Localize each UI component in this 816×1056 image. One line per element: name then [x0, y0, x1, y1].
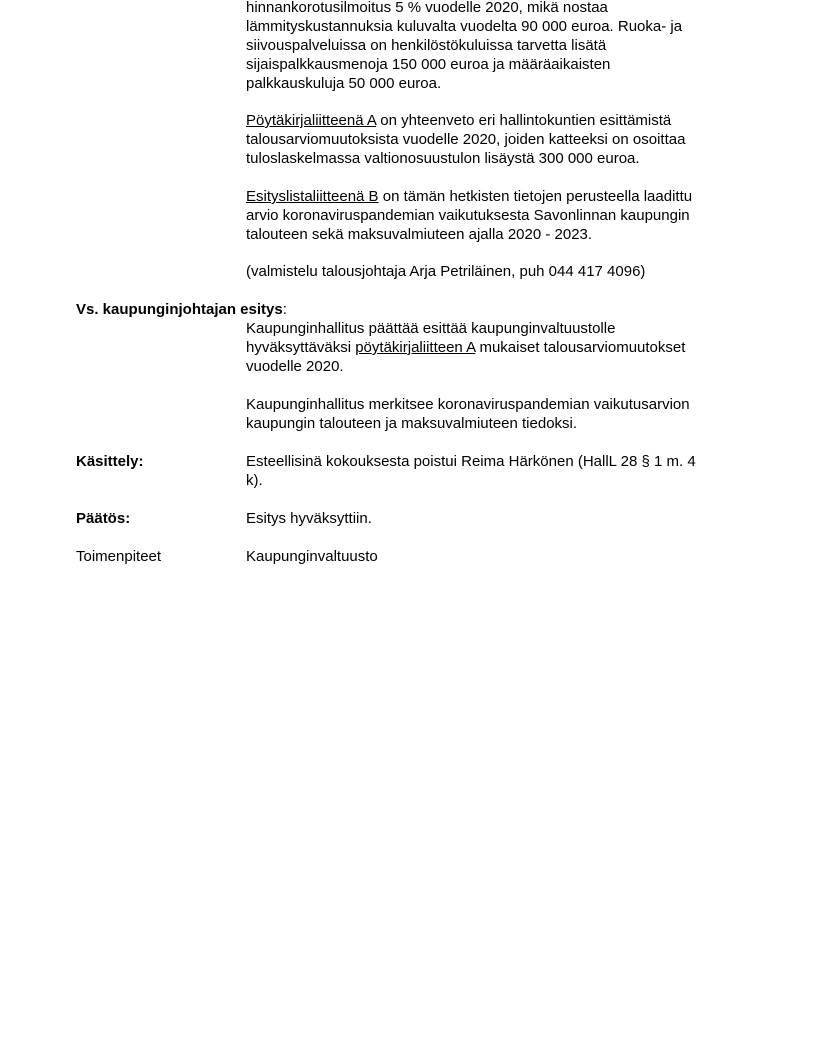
toimenpiteet-text: Kaupunginvaltuusto [246, 548, 378, 565]
paragraph-line: vuodelle 2020. [246, 357, 344, 375]
paragraph-line: Kaupunginhallitus merkitsee koronaviruspandemian vaikutusarvion [246, 396, 690, 413]
kasittely-text [246, 453, 736, 491]
paragraph-line [246, 339, 736, 358]
paragraph-text: hyväksyttäväksi [246, 338, 356, 356]
paragraph-line: kaupungin talouteen ja maksuvalmiuteen tiedoksi. [246, 414, 578, 432]
paragraph-line: tuloslaskelmassa valtionosuustulon lisäystä 300 000 euroa. [246, 149, 640, 167]
paragraph-line: palkkauskuluja 50 000 euroa. [246, 74, 442, 92]
proposal-heading-colon: : [282, 301, 287, 318]
paragraph-line: hinnankorotusilmoitus 5 % vuodelle 2020, mikä nostaa [246, 0, 608, 16]
paragraph-line: sijaispalkkausmenoja 150 000 euroa ja määräaikaisten [246, 55, 611, 73]
paragraph-text: on yhteenveto eri hallintokuntien esittämistä [376, 112, 672, 129]
paragraph-text: on tämän hetkisten tietojen perusteella laadittu [378, 188, 693, 205]
paragraph-preparer [246, 263, 736, 282]
paragraph-line: k). [246, 471, 263, 489]
paragraph-line [246, 188, 736, 207]
proposal-paragraph-1 [246, 320, 736, 377]
proposal-heading-text: Vs. kaupunginjohtajan esitys [76, 301, 283, 318]
paragraph-line: lämmityskustannuksia kuluvalta vuodelta 90 000 euroa. Ruoka- ja [246, 17, 683, 35]
toimenpiteet-label: Toimenpiteet [76, 548, 162, 565]
paragraph-line: siivouspalveluissa on henkilöstökuluissa tarvetta lisätä [246, 36, 607, 54]
appendix-a-link[interactable]: Pöytäkirjaliitteenä A [246, 112, 377, 129]
kasittely-label: Käsittely: [76, 453, 144, 470]
paragraph-line [246, 112, 736, 131]
paatos-label: Päätös: [76, 510, 131, 527]
paatos-text: Esitys hyväksyttiin. [246, 510, 372, 527]
appendix-b-link[interactable]: Esityslistaliitteenä B [246, 188, 379, 205]
proposal-heading [76, 301, 287, 320]
minutes-appendix-a-link[interactable]: pöytäkirjaliitteen A [355, 338, 476, 356]
paragraph-line: Esteellisinä kokouksesta poistui Reima Härkönen (HallL 28 § 1 m. 4 [246, 453, 696, 470]
proposal-paragraph-2 [246, 396, 736, 434]
paragraph-line: arvio koronaviruspandemian vaikutuksesta Savonlinnan kaupungin [246, 206, 690, 224]
paragraph-cost-increase [246, 0, 736, 94]
paragraph-line: talouteen sekä maksuvalmiuteen ajalla 2020 - 2023. [246, 225, 593, 243]
preparer-note: (valmistelu talousjohtaja Arja Petriläinen, puh 044 417 4096) [246, 263, 646, 280]
paragraph-text: mukaiset talousarviomuutokset [475, 338, 686, 356]
paragraph-line: talousarviomuutoksista vuodelle 2020, joiden katteeksi on osoittaa [246, 130, 686, 148]
paragraph-appendix-a [246, 112, 736, 169]
paragraph-line: Kaupunginhallitus päättää esittää kaupunginvaltuustolle [246, 320, 616, 337]
paragraph-appendix-b [246, 188, 736, 245]
